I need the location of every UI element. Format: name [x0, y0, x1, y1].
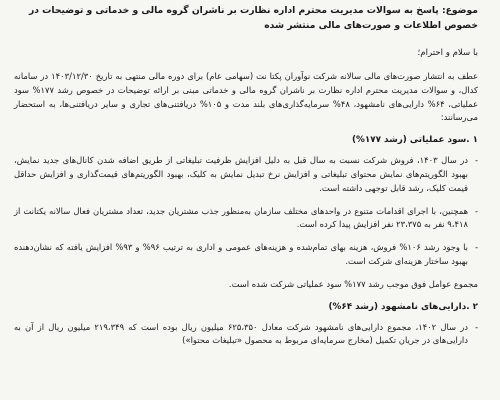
- section-heading-operating-profit: ۱ .سود عملیاتی (رشد ۱۷۷%): [351, 135, 478, 146]
- greeting: با سلام و احترام؛: [417, 48, 478, 58]
- letter-subject: موضوع: پاسخ به سوالات مدیریت محترم اداره نظارت بر ناشران گروه مالی و خدماتی و توضیحات در خصوص اطلاعات و صورت‌های مالی منتشر شده: [28, 5, 478, 31]
- section-heading-intangible-assets: ۲ .دارایی‌های نامشهود (رشد ۶۴%): [328, 301, 478, 312]
- list-item: - با وجود رشد ۱۰۶% فروش، هزینه بهای تمام‌شده و هزینه‌های عمومی و اداری به ترتیب ۹۶% و ۹۳% افزایش یافته که نشان‌دهنده بهبود ساختار هزینه‌ای شرکت است.: [14, 241, 478, 269]
- section-summary: مجموع عوامل فوق موجب رشد ۱۷۷% سود عملیاتی شرکت شده است.: [228, 278, 478, 289]
- intro-paragraph: عطف به انتشار صورت‌های مالی سالانه شرکت نوآوران پکتا نت (سهامی عام) برای دوره مالی منتهی به تاریخ ۱۴۰۳/۱۲/۳۰ در سامانه کدال، و سوالات مدیریت محترم اداره نظارت بر ناشران گروه مالی و خدماتی مبنی بر ارائه توضیحات در خصوص رشد ۱۷۷% سود عملیاتی، ۶۴% دارایی‌های نامشهود، ۴۸% سرمایه‌گذاری‌های بلند مدت و ۱۰۵% دریافتنی‌های تجاری و سایر دریافتنی‌ها، به استحضار می‌رسانند:: [14, 71, 479, 123]
- list-item: - همچنین، با اجرای اقدامات متنوع در واحدهای مختلف سازمان به‌منظور جذب مشتریان جدید، تعداد مشتریان فعال سالانه یکتانت از ۹،۴۱۸ نفر به ۲۳،۳۷۵ نفر افزایش پیدا کرده است.: [14, 205, 478, 233]
- list-item: - در سال ۱۴۰۲، مجموع دارایی‌های نامشهود شرکت معادل ۶۲۵،۳۵۰ میلیون ریال بوده است که ۲۱۹،۳۴۹ میلیون ریال از آن به دارایی‌های در جریان تکمیل (مخارج سرمایه‌ای مربوط به محصول «تبلیغات محتوا»): [14, 321, 478, 349]
- list-item: - در سال ۱۴۰۳، فروش شرکت نسبت به سال قبل به دلیل افزایش ظرفیت تبلیغاتی از طریق اضافه شدن کانال‌های جدید نمایش، بهبود الگوریتم‌های نمایش محتوای تبلیغاتی و افزایش نرخ تبدیل نمایش به کلیک، بهبود الگوریتم‌های قیمت‌گذاری و افزایش حداقل قیمت کلیک، رشد قابل توجهی داشته است.: [14, 154, 478, 195]
